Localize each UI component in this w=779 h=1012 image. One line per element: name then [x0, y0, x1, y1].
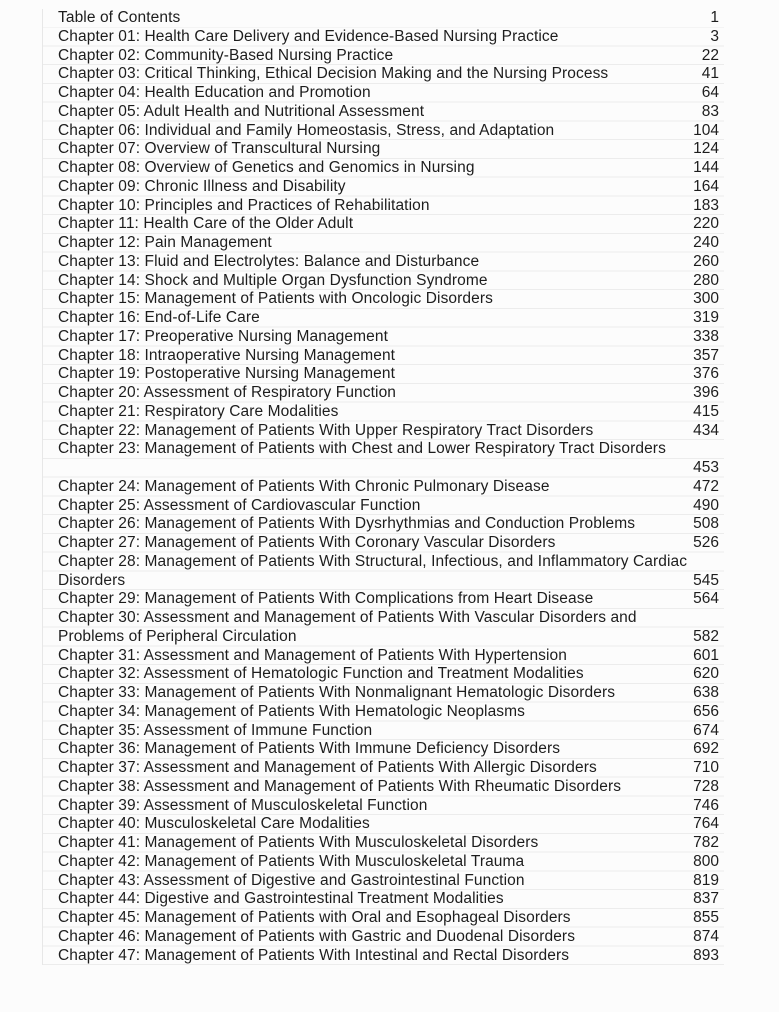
toc-row [43, 872, 724, 891]
toc-row [43, 797, 724, 816]
toc-entry-page: 638 [693, 684, 719, 701]
toc-entry-title: Problems of Peripheral Circulation [58, 627, 297, 645]
toc-row [43, 328, 724, 347]
toc-entry-page: 545 [693, 571, 719, 589]
toc-row [43, 609, 724, 628]
toc-row [43, 834, 724, 853]
toc-entry-title: Chapter 15: Management of Patients with Oncologic Disorders [58, 290, 493, 308]
toc-entry-title: Chapter 42: Management of Patients With Musculoskeletal Trauma [58, 852, 525, 870]
toc-entry-title: Chapter 37: Assessment and Management of Patients With Allergic Disorders [58, 759, 597, 776]
toc-entry-page: 3 [710, 27, 719, 45]
toc-entry-title: Chapter 27: Management of Patients With Coronary Vascular Disorders [58, 534, 556, 551]
toc-entry-page: 164 [693, 177, 719, 195]
toc-row [43, 590, 724, 609]
toc-entry-title: Chapter 46: Management of Patients with Gastric and Duodenal Disorders [58, 927, 576, 945]
toc-entry-page: 104 [693, 121, 719, 139]
toc-entry-page: 874 [693, 927, 719, 945]
toc-entry-page: 472 [693, 477, 719, 495]
toc-entry-page: 620 [693, 665, 719, 683]
toc-entry-page: 338 [693, 327, 719, 345]
toc-row [43, 703, 724, 722]
toc-entry-page: 656 [693, 702, 719, 720]
toc-entry-page: 280 [693, 271, 719, 289]
toc-entry-page: 376 [693, 365, 719, 383]
toc-entry-page: 782 [693, 834, 719, 851]
toc-entry-title: Chapter 17: Preoperative Nursing Management [58, 327, 388, 345]
toc-row [43, 647, 724, 666]
toc-entry-page: 240 [693, 234, 719, 251]
toc-entry-page: 220 [693, 215, 719, 233]
toc-row [43, 365, 724, 384]
toc-entry-page: 453 [693, 459, 719, 476]
toc-row [43, 422, 724, 441]
toc-entry-page: 526 [693, 534, 719, 551]
toc-entry-page: 893 [693, 946, 719, 964]
toc-row [43, 553, 724, 572]
toc-entry-page: 674 [693, 721, 719, 739]
toc-row [43, 122, 724, 141]
toc-row [43, 47, 724, 66]
toc-row [43, 197, 724, 216]
toc-entry-title: Chapter 03: Critical Thinking, Ethical Decision Making and the Nursing Process [58, 65, 609, 83]
toc-entry-title: Chapter 21: Respiratory Care Modalities [58, 402, 339, 420]
toc-entry-title: Chapter 01: Health Care Delivery and Evidence-Based Nursing Practice [58, 27, 559, 45]
toc-row [43, 253, 724, 272]
toc-entry-title: Chapter 02: Community-Based Nursing Practice [58, 46, 394, 64]
toc-entry-title: Chapter 06: Individual and Family Homeostasis, Stress, and Adaptation [58, 121, 555, 139]
toc-row [43, 947, 724, 966]
toc-entry-title: Chapter 35: Assessment of Immune Function [58, 721, 373, 739]
toc-row [43, 515, 724, 534]
toc-entry-title: Chapter 08: Overview of Genetics and Genomics in Nursing [58, 159, 475, 176]
toc-row [43, 572, 724, 591]
toc-entry-title: Chapter 26: Management of Patients With Dysrhythmias and Conduction Problems [58, 515, 636, 533]
toc-row [43, 384, 724, 403]
toc-entry-page: 396 [693, 384, 719, 401]
toc-entry-page: 319 [693, 309, 719, 326]
toc-row [43, 159, 724, 178]
toc-entry-title: Chapter 41: Management of Patients With Musculoskeletal Disorders [58, 834, 539, 851]
toc-entry-page: 434 [693, 421, 719, 439]
toc-row [43, 815, 724, 834]
toc-entry-page: 710 [693, 759, 719, 776]
toc-entry-page: 300 [693, 290, 719, 308]
toc-entry-title: Chapter 11: Health Care of the Older Adult [58, 215, 354, 233]
toc-list [42, 9, 724, 965]
toc-entry-title: Chapter 10: Principles and Practices of Rehabilitation [58, 196, 430, 214]
toc-entry-page: 22 [701, 46, 719, 64]
toc-entry-page: 490 [693, 496, 719, 514]
toc-entry-page: 746 [693, 796, 719, 814]
toc-entry-title: Chapter 40: Musculoskeletal Care Modalities [58, 815, 370, 833]
toc-entry-title: Chapter 07: Overview of Transcultural Nursing [58, 140, 381, 158]
toc-row [43, 665, 724, 684]
toc-row [43, 684, 724, 703]
toc-entry-page: 692 [693, 740, 719, 758]
toc-entry-page: 144 [693, 159, 719, 176]
toc-row [43, 628, 724, 647]
toc-entry-page: 41 [701, 65, 719, 83]
toc-row [43, 740, 724, 759]
toc-entry-title: Chapter 38: Assessment and Management of Patients With Rheumatic Disorders [58, 777, 622, 795]
toc-row [43, 65, 724, 84]
toc-row [43, 140, 724, 159]
toc-entry-page: 83 [701, 102, 719, 120]
toc-row [43, 890, 724, 909]
toc-heading-page: 1 [710, 9, 719, 26]
toc-entry-title: Chapter 22: Management of Patients With Upper Respiratory Tract Disorders [58, 421, 594, 439]
toc-row [43, 853, 724, 872]
toc-row [43, 103, 724, 122]
toc-row [43, 309, 724, 328]
toc-entry-page: 728 [693, 777, 719, 795]
toc-entry-title: Chapter 18: Intraoperative Nursing Management [58, 346, 396, 364]
toc-entry-title: Chapter 33: Management of Patients With Nonmalignant Hematologic Disorders [58, 684, 616, 701]
toc-entry-title: Chapter 19: Postoperative Nursing Management [58, 365, 395, 383]
toc-row [43, 290, 724, 309]
toc-entry-page: 800 [693, 852, 719, 870]
toc-entry-title: Chapter 24: Management of Patients With Chronic Pulmonary Disease [58, 477, 550, 495]
toc-row [43, 272, 724, 291]
toc-row [43, 28, 724, 47]
toc-entry-title: Chapter 44: Digestive and Gastrointestinal Treatment Modalities [58, 890, 504, 908]
toc-entry-page: 124 [693, 140, 719, 158]
toc-row [43, 440, 724, 459]
toc-entry-title: Chapter 04: Health Education and Promotion [58, 84, 371, 101]
toc-entry-title: Chapter 14: Shock and Multiple Organ Dysfunction Syndrome [58, 271, 488, 289]
toc-row [43, 778, 724, 797]
toc-entry-title: Chapter 45: Management of Patients with Oral and Esophageal Disorders [58, 909, 571, 926]
toc-entry-page: 260 [693, 252, 719, 270]
toc-entry-page: 564 [693, 590, 719, 608]
toc-entry-title: Chapter 29: Management of Patients With Complications from Heart Disease [58, 590, 594, 608]
toc-entry-title: Chapter 30: Assessment and Management of Patients With Vascular Disorders and [58, 609, 637, 626]
toc-entry-page: 819 [693, 871, 719, 889]
toc-entry-title: Chapter 16: End-of-Life Care [58, 309, 260, 326]
toc-row [43, 347, 724, 366]
toc-entry-title: Chapter 28: Management of Patients With Structural, Infectious, and Inflammatory Cardiac [58, 552, 688, 570]
toc-entry-title: Chapter 09: Chronic Illness and Disability [58, 177, 346, 195]
toc-entry-title: Chapter 13: Fluid and Electrolytes: Balance and Disturbance [58, 252, 480, 270]
toc-entry-title: Disorders [58, 571, 126, 589]
toc-entry-title: Chapter 20: Assessment of Respiratory Function [58, 384, 397, 401]
toc-entry-title: Chapter 25: Assessment of Cardiovascular Function [58, 496, 421, 514]
toc-entry-title: Chapter 43: Assessment of Digestive and Gastrointestinal Function [58, 871, 525, 889]
toc-entry-page: 508 [693, 515, 719, 533]
toc-entry-title: Chapter 12: Pain Management [58, 234, 272, 251]
toc-heading-title: Table of Contents [58, 9, 181, 26]
toc-entry-page: 764 [693, 815, 719, 833]
toc-row [43, 722, 724, 741]
toc-row [43, 534, 724, 553]
toc-entry-title: Chapter 39: Assessment of Musculoskeletal Function [58, 796, 428, 814]
toc-row [43, 759, 724, 778]
toc-row [43, 478, 724, 497]
toc-row [43, 459, 724, 478]
toc-entry-page: 855 [693, 909, 719, 926]
toc-entry-title: Chapter 34: Management of Patients With Hematologic Neoplasms [58, 702, 526, 720]
toc-row [43, 928, 724, 947]
toc-entry-title: Chapter 47: Management of Patients With Intestinal and Rectal Disorders [58, 946, 570, 964]
toc-entry-page: 601 [693, 646, 719, 664]
toc-row [43, 84, 724, 103]
toc-row [43, 215, 724, 234]
toc-entry-title: Chapter 31: Assessment and Management of Patients With Hypertension [58, 646, 567, 664]
toc-entry-page: 64 [701, 84, 719, 101]
toc-entry-title: Chapter 23: Management of Patients with Chest and Lower Respiratory Tract Disorders [58, 440, 666, 458]
toc-row [43, 909, 724, 928]
toc-row [43, 234, 724, 253]
toc-row [43, 403, 724, 422]
toc-heading-row [43, 9, 724, 28]
toc-row [43, 178, 724, 197]
toc-entry-page: 582 [693, 627, 719, 645]
toc-entry-title: Chapter 32: Assessment of Hematologic Function and Treatment Modalities [58, 665, 584, 683]
toc-row [43, 497, 724, 516]
toc-entry-page: 415 [693, 402, 719, 420]
toc-entry-page: 837 [693, 890, 719, 908]
toc-entry-title: Chapter 05: Adult Health and Nutritional Assessment [58, 102, 425, 120]
toc-entry-page: 357 [693, 346, 719, 364]
toc-entry-title: Chapter 36: Management of Patients With Immune Deficiency Disorders [58, 740, 561, 758]
toc-entry-page: 183 [693, 196, 719, 214]
